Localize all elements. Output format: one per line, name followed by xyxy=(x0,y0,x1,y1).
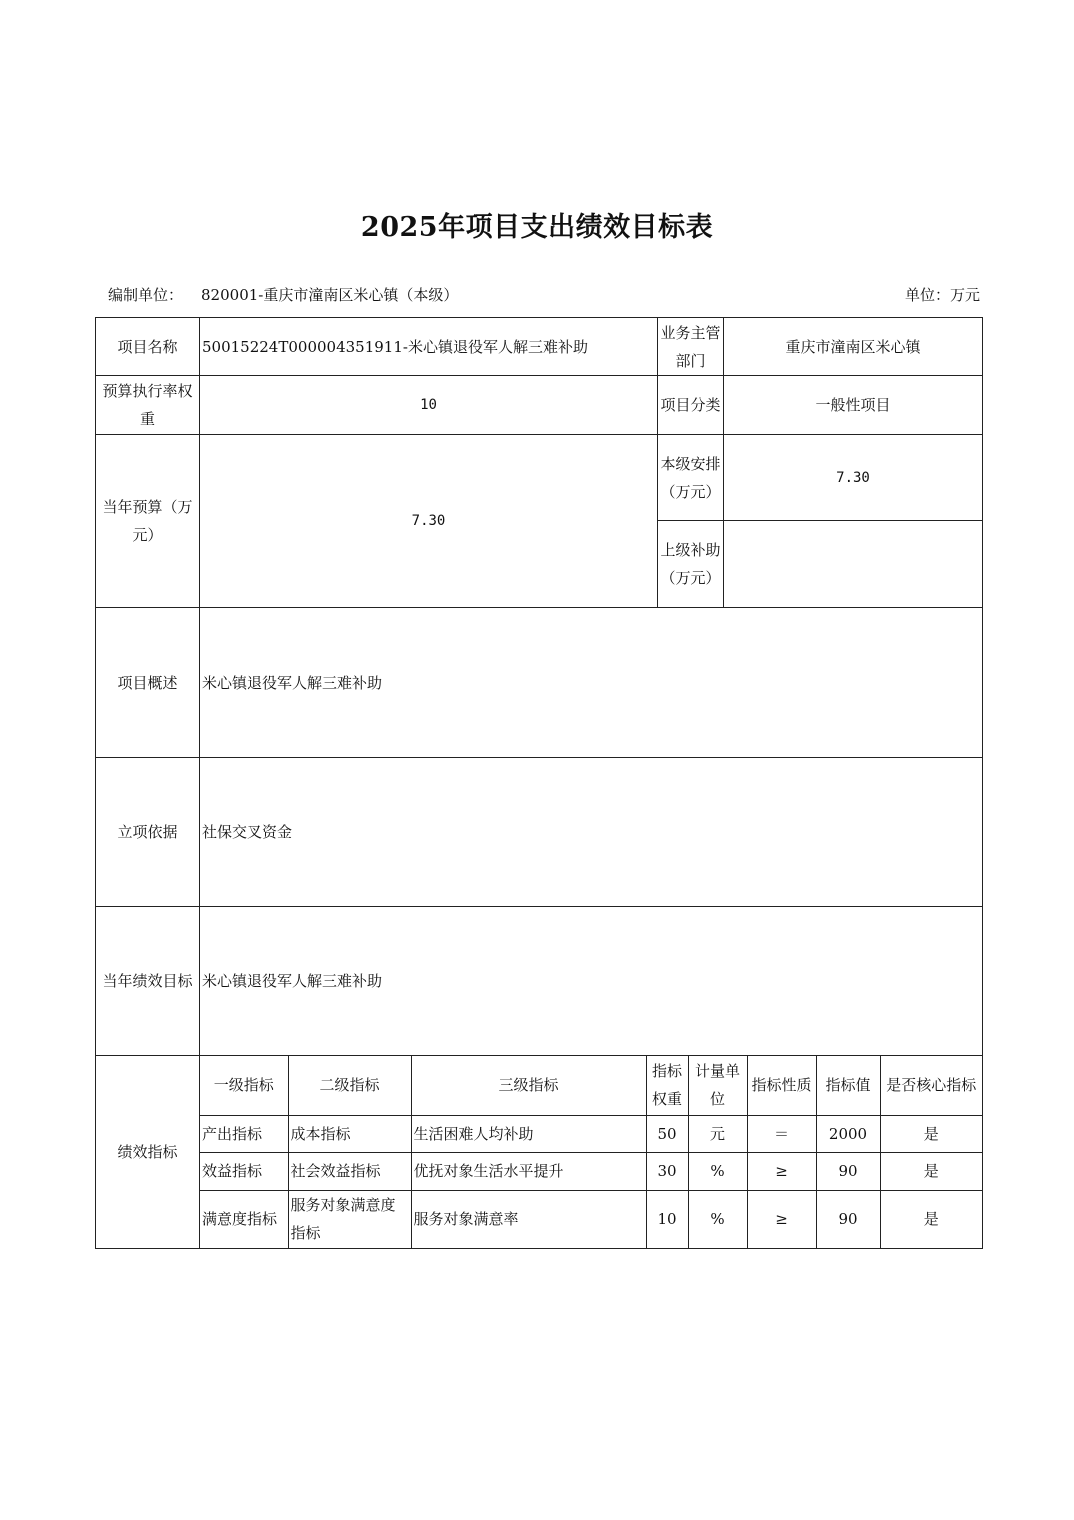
header-core: 是否核心指标 xyxy=(880,1056,982,1115)
indicators-cell xyxy=(200,1056,983,1249)
org-label: 编制单位： xyxy=(108,286,184,304)
overview-value: 米心镇退役军人解三难补助 xyxy=(200,608,983,758)
indicators-table xyxy=(200,1056,982,1248)
category-value: 一般性项目 xyxy=(724,376,983,435)
budget-value: 7.30 xyxy=(200,435,658,608)
table-row xyxy=(96,435,983,521)
header-value: 指标值 xyxy=(816,1056,880,1115)
weight-label: 预算执行率权重 xyxy=(96,376,200,435)
cell-nature: ≥ xyxy=(747,1190,816,1248)
goal-value: 米心镇退役军人解三难补助 xyxy=(200,907,983,1056)
table-row xyxy=(96,1056,983,1249)
cell-value: 2000 xyxy=(816,1115,880,1152)
cell-level2: 成本指标 xyxy=(288,1115,411,1152)
local-label: 本级安排（万元） xyxy=(658,435,724,521)
indicators-header-row xyxy=(200,1056,982,1115)
budget-label: 当年预算（万元） xyxy=(96,435,200,608)
project-name-value: 50015224T000004351911-米心镇退役军人解三难补助 xyxy=(200,318,658,376)
cell-level3: 优抚对象生活水平提升 xyxy=(411,1152,646,1190)
dept-label: 业务主管部门 xyxy=(658,318,724,376)
performance-table xyxy=(95,317,983,1249)
cell-level3: 服务对象满意率 xyxy=(411,1190,646,1248)
table-row xyxy=(200,1152,982,1190)
cell-level2: 服务对象满意度指标 xyxy=(288,1190,411,1248)
basis-label: 立项依据 xyxy=(96,758,200,907)
table-row xyxy=(96,907,983,1056)
weight-value: 10 xyxy=(200,376,658,435)
cell-level2: 社会效益指标 xyxy=(288,1152,411,1190)
header-level2: 二级指标 xyxy=(288,1056,411,1115)
basis-value: 社保交叉资金 xyxy=(200,758,983,907)
cell-weight: 50 xyxy=(646,1115,688,1152)
header-weight: 指标权重 xyxy=(646,1056,688,1115)
cell-value: 90 xyxy=(816,1190,880,1248)
cell-core: 是 xyxy=(880,1115,982,1152)
cell-unit: 元 xyxy=(688,1115,747,1152)
cell-unit: % xyxy=(688,1152,747,1190)
page-title: 2025年项目支出绩效目标表 xyxy=(360,212,714,243)
local-value: 7.30 xyxy=(724,435,983,521)
org-line xyxy=(108,284,458,305)
header-unit: 计量单位 xyxy=(688,1056,747,1115)
table-row xyxy=(96,758,983,907)
table-row xyxy=(200,1190,982,1248)
cell-unit: % xyxy=(688,1190,747,1248)
header-nature: 指标性质 xyxy=(747,1056,816,1115)
cell-value: 90 xyxy=(816,1152,880,1190)
org-value: 820001-重庆市潼南区米心镇（本级） xyxy=(201,286,459,304)
cell-nature: ＝ xyxy=(747,1115,816,1152)
cell-core: 是 xyxy=(880,1152,982,1190)
overview-label: 项目概述 xyxy=(96,608,200,758)
header-level3: 三级指标 xyxy=(411,1056,646,1115)
table-row xyxy=(96,376,983,435)
indicators-label: 绩效指标 xyxy=(96,1056,200,1249)
cell-level1: 效益指标 xyxy=(200,1152,288,1190)
header-level1: 一级指标 xyxy=(200,1056,288,1115)
cell-weight: 30 xyxy=(646,1152,688,1190)
cell-core: 是 xyxy=(880,1190,982,1248)
unit-label: 单位：万元 xyxy=(904,286,980,304)
table-row xyxy=(96,608,983,758)
cell-level1: 满意度指标 xyxy=(200,1190,288,1248)
upper-value xyxy=(724,521,983,608)
table-row xyxy=(200,1115,982,1152)
project-name-label: 项目名称 xyxy=(96,318,200,376)
goal-label: 当年绩效目标 xyxy=(96,907,200,1056)
cell-level1: 产出指标 xyxy=(200,1115,288,1152)
cell-nature: ≥ xyxy=(747,1152,816,1190)
cell-level3: 生活困难人均补助 xyxy=(411,1115,646,1152)
upper-label: 上级补助（万元） xyxy=(658,521,724,608)
cell-weight: 10 xyxy=(646,1190,688,1248)
dept-value: 重庆市潼南区米心镇 xyxy=(724,318,983,376)
category-label: 项目分类 xyxy=(658,376,724,435)
table-row xyxy=(96,318,983,376)
